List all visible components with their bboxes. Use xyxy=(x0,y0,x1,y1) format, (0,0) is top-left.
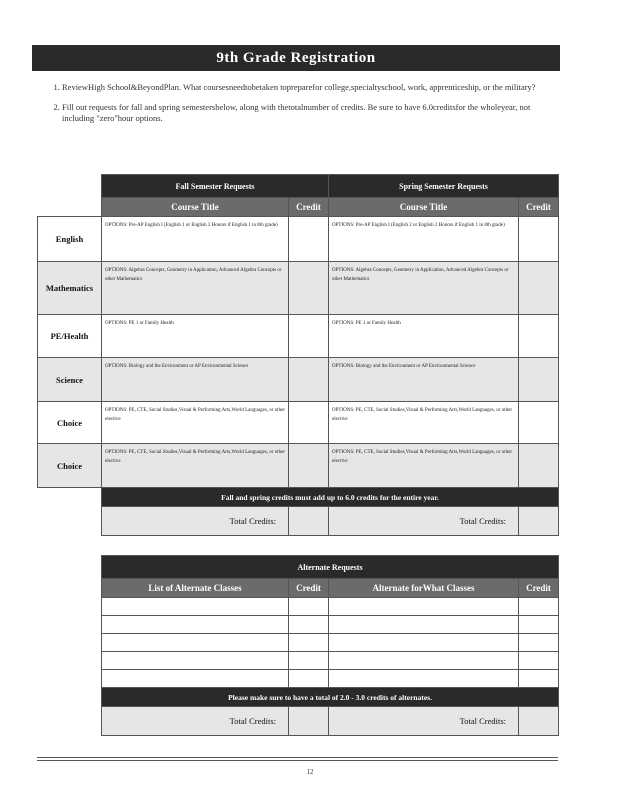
alternate-row xyxy=(102,652,559,670)
spring-course-cell[interactable]: OPTIONS: PE, CTE, Social Studies,Visual & Performing Arts,World Languages, or other elective xyxy=(329,444,519,488)
spring-course-cell[interactable]: OPTIONS: PE 1 or Family Health xyxy=(329,315,519,358)
alternate-class-cell[interactable] xyxy=(102,652,289,670)
alternate-for-total-credit-cell[interactable] xyxy=(519,707,559,736)
subject-label: Choice xyxy=(38,402,102,444)
alternate-for-cell[interactable] xyxy=(329,634,519,652)
instruction-item: 1. ReviewHigh School&BeyondPlan. What coursesneedtobetaken topreparefor college,specialtyschool, work, apprenticeship, or the military? xyxy=(62,82,548,93)
page-title: 9th Grade Registration xyxy=(32,45,560,71)
spring-semester-header: Spring Semester Requests xyxy=(329,175,559,198)
fall-course-cell[interactable]: OPTIONS: Algebra Concepts, Geometry in Application, Advanced Algebra Concepts or other Mathematics xyxy=(102,262,289,315)
alternate-credit-header: Credit xyxy=(289,579,329,598)
alternate-for-credit-cell[interactable] xyxy=(519,670,559,688)
alternate-for-credit-cell[interactable] xyxy=(519,616,559,634)
fall-course-cell[interactable]: OPTIONS: Pre-AP English I (English 1 or English 2 Honors if English 1 in 8th grade) xyxy=(102,217,289,262)
spring-credit-cell[interactable] xyxy=(519,315,559,358)
alternate-for-cell[interactable] xyxy=(329,670,519,688)
fall-course-cell[interactable]: OPTIONS: PE, CTE, Social Studies,Visual & Performing Arts,World Languages, or other elective xyxy=(102,402,289,444)
row-choice xyxy=(38,402,559,444)
fall-credit-cell[interactable] xyxy=(289,402,329,444)
fall-semester-header: Fall Semester Requests xyxy=(102,175,329,198)
footer-divider xyxy=(37,757,558,758)
alternate-for-header: Alternate forWhat Classes xyxy=(329,579,519,598)
alternate-for-total-label: Total Credits: xyxy=(329,707,519,736)
spring-credit-cell[interactable] xyxy=(519,217,559,262)
instruction-item: 2. Fill out requests for fall and spring semestersbelow, along with thetotalnumber of credits. Be sure to have 6.0creditsfor the wholeyear, not including "zero"hour options. xyxy=(62,102,548,124)
fall-credit-cell[interactable] xyxy=(289,262,329,315)
row-science xyxy=(38,358,559,402)
footer-divider xyxy=(37,760,558,761)
spring-course-cell[interactable]: OPTIONS: Biology and the Environment or AP Environmental Science xyxy=(329,358,519,402)
subject-label: Mathematics xyxy=(38,262,102,315)
spring-credit-cell[interactable] xyxy=(519,402,559,444)
subject-label: PE/Health xyxy=(38,315,102,358)
spring-total-label: Total Credits: xyxy=(329,507,519,536)
fall-course-cell[interactable]: OPTIONS: Biology and the Environment or AP Environmental Science xyxy=(102,358,289,402)
spring-course-cell[interactable]: OPTIONS: Pre-AP English I (English 2 or English 2 Honors if English 1 in 8th grade) xyxy=(329,217,519,262)
fall-total-credit-cell[interactable] xyxy=(289,507,329,536)
fall-credit-cell[interactable] xyxy=(289,358,329,402)
instructions xyxy=(48,82,548,133)
alternate-credit-cell[interactable] xyxy=(289,616,329,634)
row-pe-health xyxy=(38,315,559,358)
credit-requirement-note: Fall and spring credits must add up to 6.0 credits for the entire year. xyxy=(102,488,559,507)
alternate-credit-cell[interactable] xyxy=(289,598,329,616)
alternate-for-cell[interactable] xyxy=(329,616,519,634)
alternate-credit-cell[interactable] xyxy=(289,634,329,652)
alternate-classes-header: List of Alternate Classes xyxy=(102,579,289,598)
page-number: 12 xyxy=(306,768,314,776)
subject-label: Science xyxy=(38,358,102,402)
alternate-for-credit-header: Credit xyxy=(519,579,559,598)
alternate-row xyxy=(102,634,559,652)
alternate-for-credit-cell[interactable] xyxy=(519,634,559,652)
row-english xyxy=(38,217,559,262)
alternate-for-cell[interactable] xyxy=(329,598,519,616)
spring-credit-cell[interactable] xyxy=(519,444,559,488)
alternate-total-credit-cell[interactable] xyxy=(289,707,329,736)
spring-credit-cell[interactable] xyxy=(519,358,559,402)
fall-credit-cell[interactable] xyxy=(289,217,329,262)
fall-course-title-header: Course Title xyxy=(102,198,289,217)
spring-credit-header: Credit xyxy=(519,198,559,217)
alternate-for-credit-cell[interactable] xyxy=(519,652,559,670)
subject-label: Choice xyxy=(38,444,102,488)
row-mathematics xyxy=(38,262,559,315)
row-choice xyxy=(38,444,559,488)
alternate-row xyxy=(102,670,559,688)
fall-credit-cell[interactable] xyxy=(289,315,329,358)
alternate-for-cell[interactable] xyxy=(329,652,519,670)
registration-table xyxy=(37,174,559,536)
alternate-credit-cell[interactable] xyxy=(289,670,329,688)
spring-credit-cell[interactable] xyxy=(519,262,559,315)
spring-course-cell[interactable]: OPTIONS: PE, CTE, Social Studies,Visual & Performing Arts,World Languages, or other elective xyxy=(329,402,519,444)
fall-course-cell[interactable]: OPTIONS: PE, CTE, Social Studies,Visual & Performing Arts,World Languages, or other elective xyxy=(102,444,289,488)
alternate-class-cell[interactable] xyxy=(102,598,289,616)
alternates-header: Alternate Requests xyxy=(102,556,559,579)
fall-credit-header: Credit xyxy=(289,198,329,217)
alternate-for-credit-cell[interactable] xyxy=(519,598,559,616)
alternate-credit-note: Please make sure to have a total of 2.0 - 3.0 credits of alternates. xyxy=(102,688,559,707)
alternate-class-cell[interactable] xyxy=(102,670,289,688)
fall-total-label: Total Credits: xyxy=(102,507,289,536)
alternate-total-label: Total Credits: xyxy=(102,707,289,736)
fall-credit-cell[interactable] xyxy=(289,444,329,488)
subject-label: English xyxy=(38,217,102,262)
fall-course-cell[interactable]: OPTIONS: PE 1 or Family Health xyxy=(102,315,289,358)
alternate-row xyxy=(102,598,559,616)
spring-course-title-header: Course Title xyxy=(329,198,519,217)
alternate-credit-cell[interactable] xyxy=(289,652,329,670)
alternate-class-cell[interactable] xyxy=(102,616,289,634)
spring-course-cell[interactable]: OPTIONS: Algebra Concepts, Geometry in Application, Advanced Algebra Concepts or other Mathematics xyxy=(329,262,519,315)
alternates-table xyxy=(101,555,559,736)
alternate-row xyxy=(102,616,559,634)
alternate-class-cell[interactable] xyxy=(102,634,289,652)
spring-total-credit-cell[interactable] xyxy=(519,507,559,536)
